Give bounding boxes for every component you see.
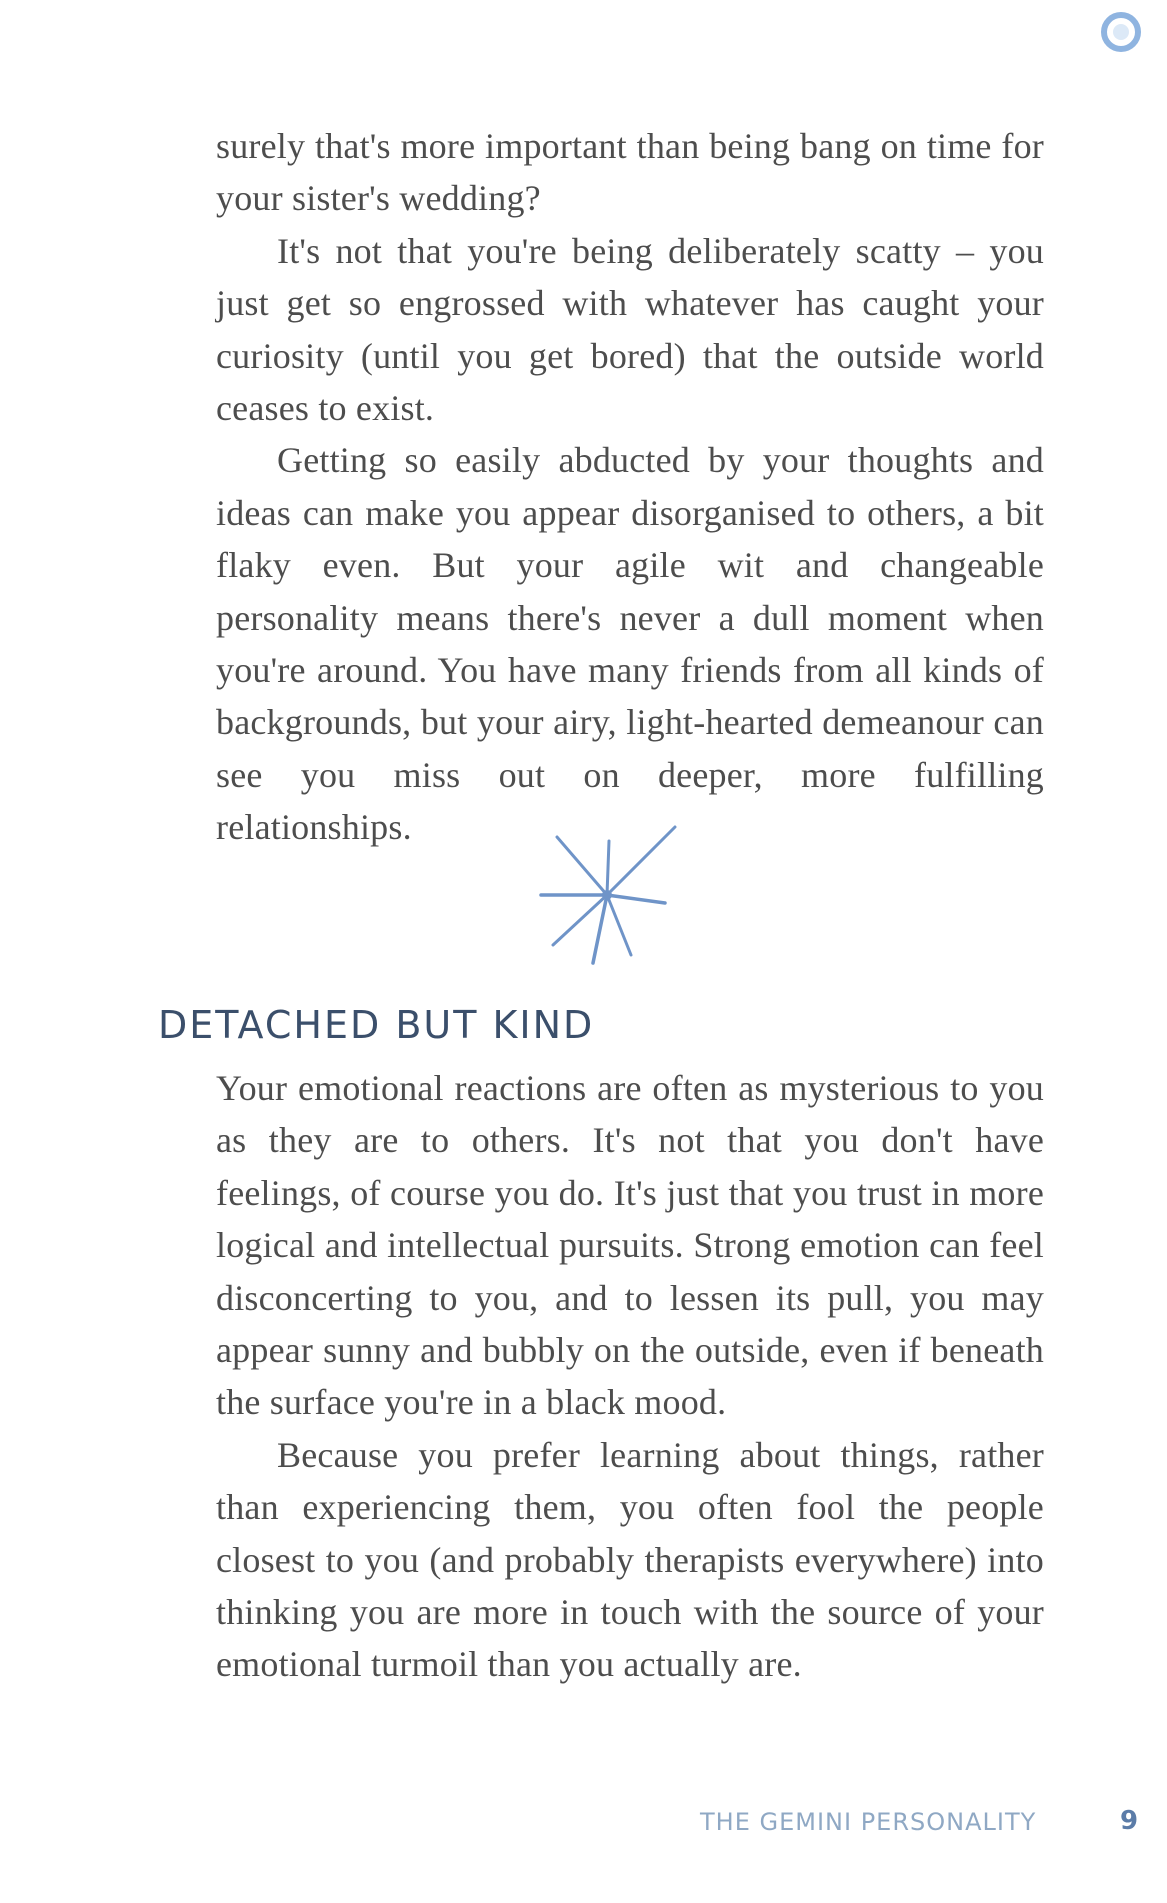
top-text-block bbox=[216, 120, 1044, 854]
section-heading: DETACHED BUT KIND bbox=[158, 1003, 595, 1047]
running-footer-title: THE GEMINI PERSONALITY bbox=[700, 1808, 1037, 1836]
paragraph: Getting so easily abducted by your thoughts and ideas can make you appear disorganised to others, a bit flaky even. But your agile wit and changeable personality means there's never a dull moment when you're around. You have many friends from all kinds of backgrounds, but your airy, light-hearted demeanour can see you miss out on deeper, more fulfilling relationships. bbox=[216, 440, 1044, 848]
starburst-icon bbox=[537, 825, 677, 965]
paragraph: Your emotional reactions are often as mysterious to you as they are to others. It's not that you don't have feelings, of course you do. It's just that you trust in more logical and intellectual pursuits. Strong emotion can feel disconcerting to you, and to lessen its pull, you may appear sunny and bubbly on the outside, even if beneath the surface you're in a black mood. bbox=[216, 1068, 1044, 1423]
page-number: 9 bbox=[1120, 1806, 1139, 1836]
section-text-block bbox=[216, 1062, 1044, 1691]
circle-ornament-icon bbox=[1099, 10, 1143, 54]
paragraph: Because you prefer learning about things, rather than experiencing them, you often fool the people closest to you (and probably therapists everywhere) into thinking you are more in touch with the source of your emotional turmoil than you actually are. bbox=[216, 1434, 1044, 1685]
paragraph: It's not that you're being deliberately scatty – you just get so engrossed with whatever has caught your curiosity (until you get bored) that the outside world ceases to exist. bbox=[216, 230, 1044, 429]
paragraph: surely that's more important than being bang on time for your sister's wedding? bbox=[216, 126, 1044, 219]
